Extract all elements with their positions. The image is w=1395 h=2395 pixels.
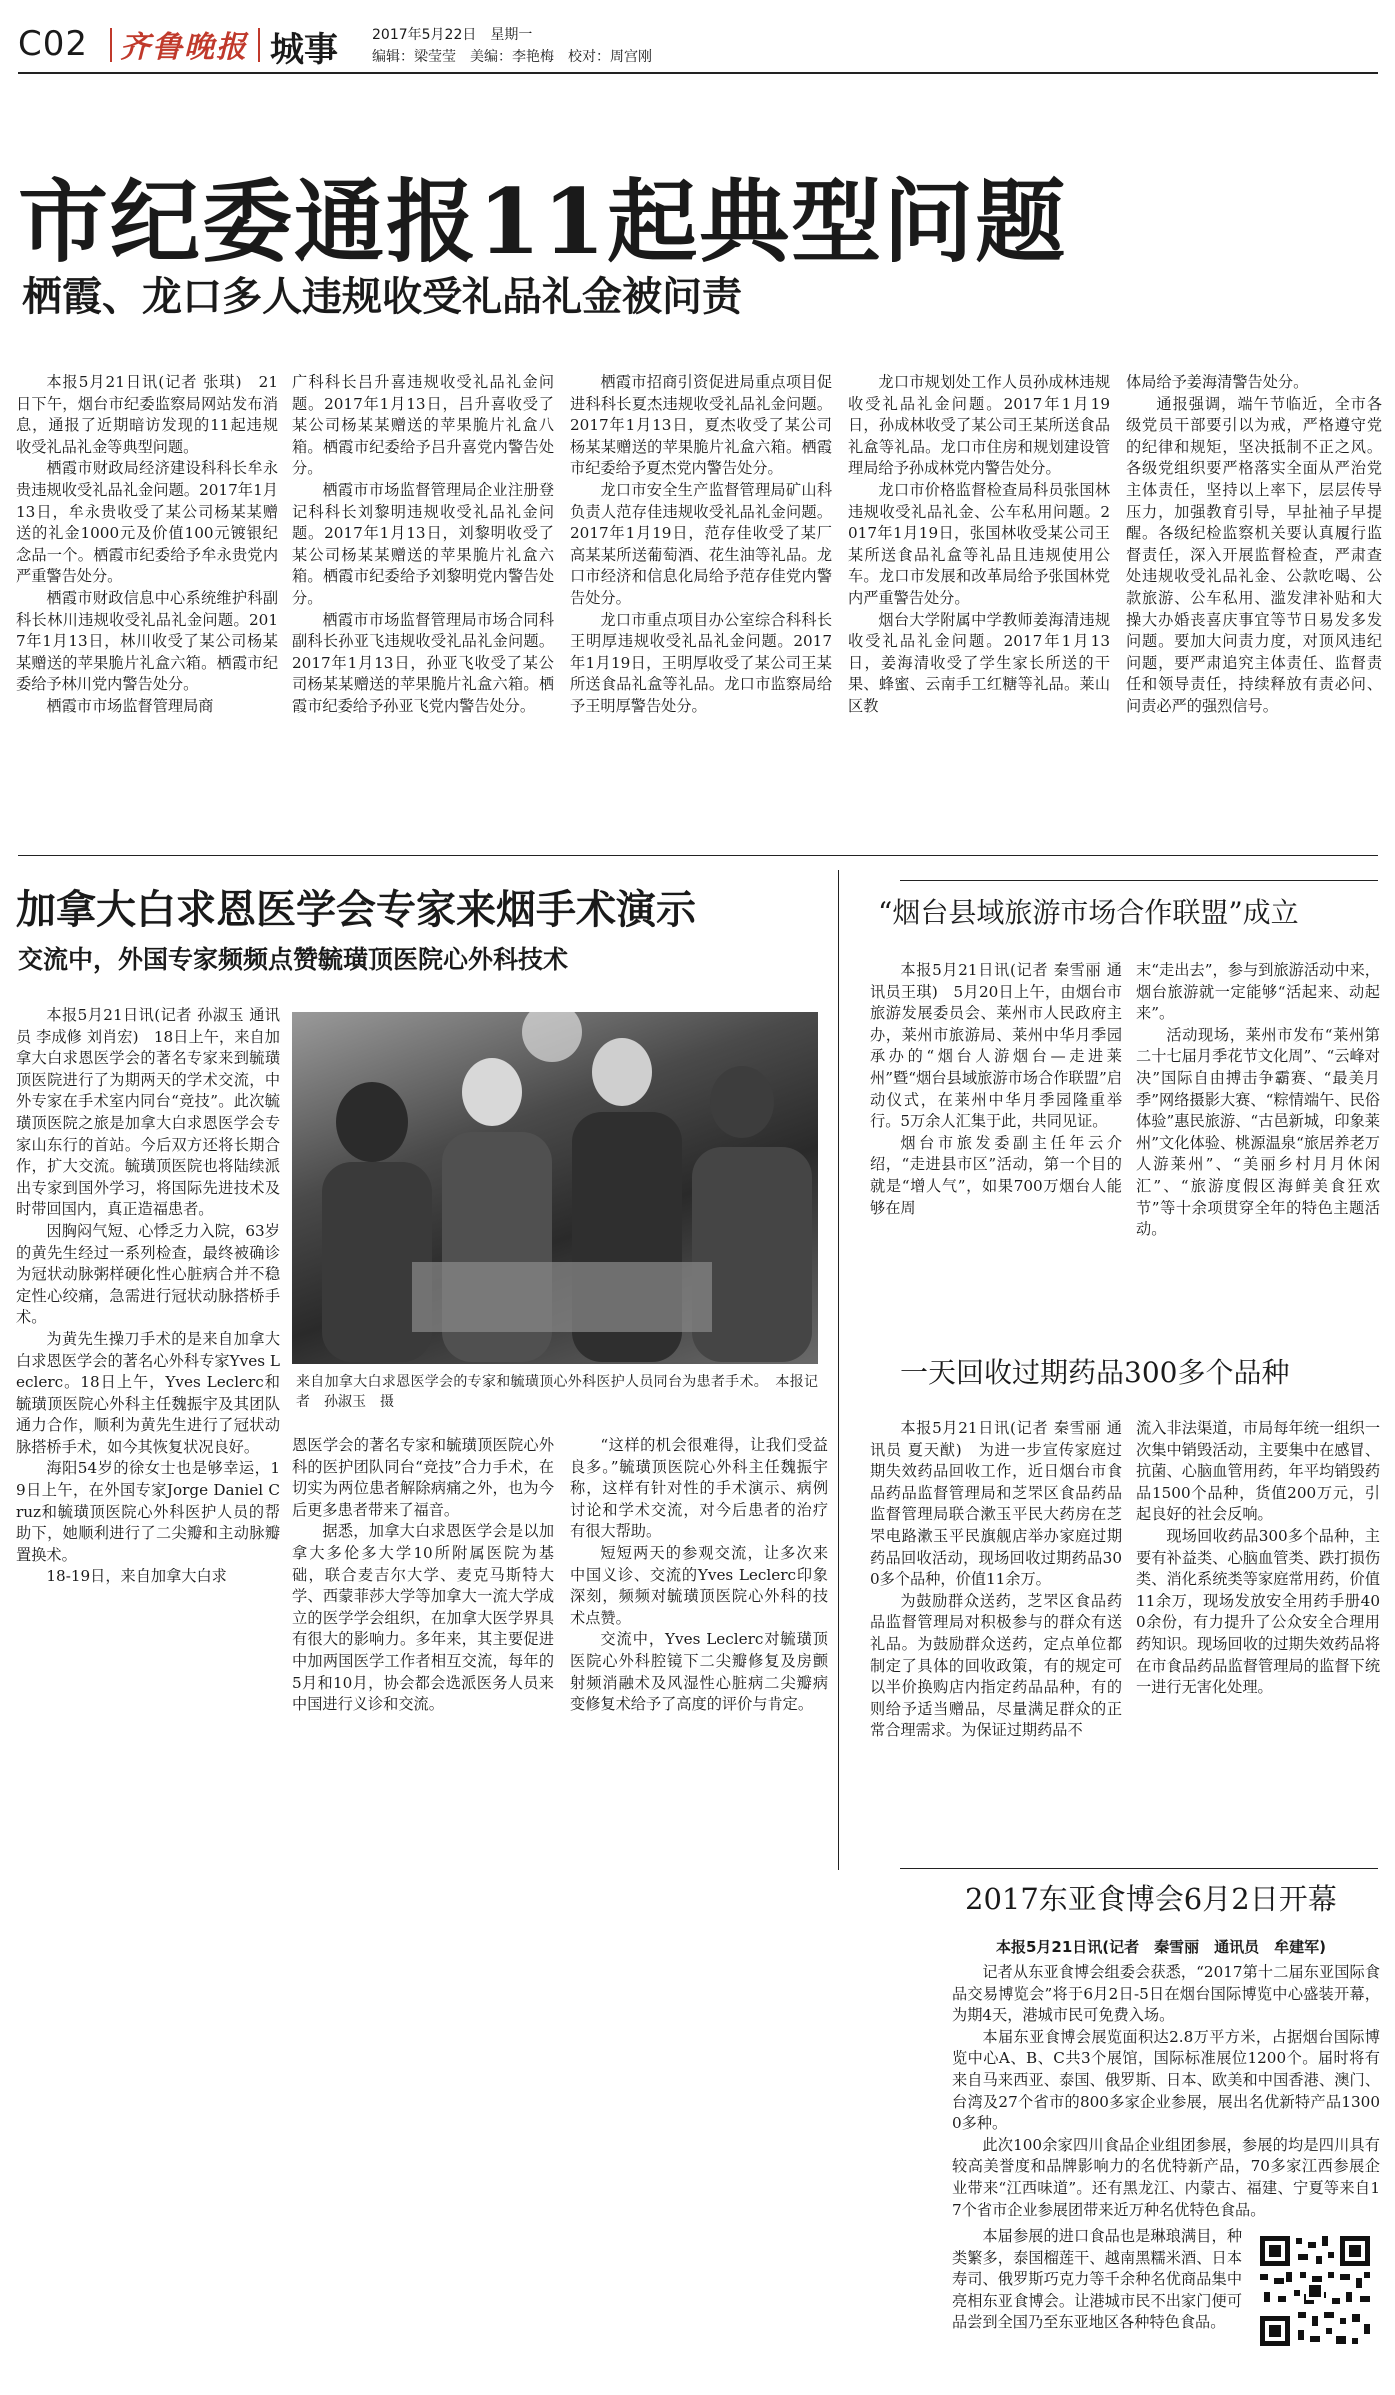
food-headline: 2017东亚食博会6月2日开幕 [965,1882,1337,1916]
surgery-photo-caption: 来自加拿大白求恩医学会的专家和毓璜顶心外科医护人员同台为患者手术。 本报记者 孙淑玉 摄 [296,1374,818,1410]
lead-col-1: 本报5月21日讯(记者 张琪) 21日下午，烟台市纪委监察局网站发布消息，通报了近期暗访发现的11起违规收受礼品礼金等典型问题。 栖霞市财政局经济建设科科长牟永贵违规收受礼品礼金问题。2017年1月13日，牟永贵收受了某公司杨某某赠送的礼金1000元及价值100元镀银纪念品一个。栖霞市纪委给予牟永贵党内严重警告处分。 栖霞市财政信息中心系统维护科副科长林川违规收受礼品礼金问题。2017年1月13日，林川收受了某公司杨某某赠送的苹果脆片礼盒六箱。栖霞市纪委给予林川党内警告处分。 栖霞市市场监督管理局商 [16,373,278,715]
surgery-photo [292,1012,818,1364]
surgery-subhead: 交流中，外国专家频频点赞毓璜顶医院心外科技术 [18,945,569,974]
tourism-col-2: 末“走出去”，参与到旅游活动中来，烟台旅游就一定能够“活起来、动起来”。 活动现场，莱州市发布“莱州第二十七届月季花节文化周”、“云峰对决”国际自由搏击争霸赛、“最美月季”网络摄影大赛、“粽情端午、民俗体验”惠民旅游、“古邑新城，印象莱州”文化体验、桃源温泉“旅居养老万人游莱州”、“美丽乡村月月休闲汇”、“旅游度假区海鲜美食狂欢节”等十余项贯穿全年的特色主题活动。 [1136,961,1380,1239]
surgery-col-3: “这样的机会很难得，让我们受益良多。”毓璜顶医院心外科主任魏振宇称，这样有针对性的手术演示、病例讨论和学术交流，对今后患者的治疗有很大帮助。 短短两天的参观交流，让多次来中国义诊、交流的Yves Leclerc印象深刻，频频对毓璜顶医院心外科的技术点赞。 交流中，Yves Leclerc对毓璜顶医院心外科腔镜下二尖瓣修复及房颤射频消融术及风湿性心脏病二尖瓣病变修复术给予了高度的评价与肯定。 [570,1436,828,1714]
surgery-headline: 加拿大白求恩医学会专家来烟手术演示 [16,886,696,933]
masthead-divider-2 [258,28,260,62]
lead-subhead: 栖霞、龙口多人违规收受礼品礼金被问责 [22,274,742,320]
qr-code [1256,2232,1374,2350]
lead-headline: 市纪委通报11起典型问题 [18,169,1068,275]
medicine-col-2: 流入非法渠道，市局每年统一组织一次集中销毁活动，主要集中在感冒、抗菌、心脑血管用药，年平均销毁药品1500个品种，货值200万元，引起良好的社会反响。 现场回收药品300多个品种，主要有补益类、心脑血管类、跌打损伤类、消化系统类等家庭常用药，价值11余万，现场发放安全用药手册400余份，有力提升了公众安全合理用药知识。现场回收的过期失效药品将在市食品药品监督管理局的监督下统一进行无害化处理。 [1136,1419,1380,1697]
qr-code-pattern [1256,2232,1374,2350]
masthead-rule [18,72,1378,74]
food-body-bottom: 本届参展的进口食品也是琳琅满目，种类繁多，泰国榴莲干、越南黑糯米酒、日本寿司、俄罗斯巧克力等千余种名优商品集中亮相东亚食博会。让港城市民不出家门便可品尝到全国乃至东亚地区各种特色食品。 [952,2227,1242,2332]
food-top-rule [900,1868,1378,1869]
tourism-top-rule [900,880,1378,881]
surgery-col-2: 恩医学会的著名专家和毓璜顶医院心外科的医护团队同台“竞技”合力手术，在切实为两位患者解除病痛之外，也为今后更多患者带来了福音。 据悉，加拿大白求恩医学会是以加拿大多伦多大学10所附属医院为基础，联合麦吉尔大学、麦克马斯特大学、西蒙菲莎大学等加拿大一流大学成立的医学学会组织，在加拿大医学界具有很大的影响力。多年来，其主要促进中加两国医学工作者相互交流，每年的5月和10月，协会都会选派医务人员来中国进行义诊和交流。 [292,1436,554,1714]
tourism-col-1: 本报5月21日讯(记者 秦雪丽 通讯员王琪) 5月20日上午，由烟台市旅游发展委员会、莱州市人民政府主办，莱州市旅游局、莱州中华月季园承办的“烟台人游烟台—走进莱州”暨“烟台县域旅游市场合作联盟”启动仪式，在莱州中华月季园隆重举行。5万余人汇集于此，共同见证。 烟台市旅发委副主任年云介绍，“走进县市区”活动，第一个目的就是“增人气”，如果700万烟台人能够在周 [870,961,1122,1217]
lead-col-4: 龙口市规划处工作人员孙成林违规收受礼品礼金问题。2017年1月19日，孙成林收受了某公司王某所送食品礼盒等礼品。龙口市住房和规划建设管理局给予孙成林党内警告处分。 龙口市价格监督检查局科员张国林违规收受礼品礼金、公车私用问题。2017年1月19日，张国林收受某公司王某所送食品礼盒等礼品且违规使用公车。龙口市发展和改革局给予张国林党内严重警告处分。 烟台大学附属中学教师姜海清违规收受礼品礼金问题。2017年1月13日，姜海清收受了学生家长所送的干果、蜂蜜、云南手工红糖等礼品。莱山区教 [848,373,1110,715]
food-body-top: 记者从东亚食博会组委会获悉，“2017第十二届东亚国际食品交易博览会”将于6月2日-5日在烟台国际博览中心盛装开幕，为期4天，港城市民可免费入场。 本届东亚食博会展览面积达2.8万平方米，占据烟台国际博览中心A、B、C共3个展馆，国际标准展位1200个。届时将有来自马来西亚、泰国、俄罗斯、日本、欧美和中国香港、澳门、台湾及27个省市的800多家企业参展，展出名优新特产品13000多种。 此次100余家四川食品企业组团参展，参展的均是四川具有较高美誉度和品牌影响力的名优特新产品，70多家江西参展企业带来“江西味道”。还有黑龙江、内蒙古、福建、宁夏等来自17个省市企业参展团带来近万种名优特色食品。 [952,1963,1380,2219]
surgery-right-rule [838,870,839,1870]
paper-logo: 齐鲁晚报 [120,30,248,65]
staff-credits: 编辑：梁莹莹 美编：李艳梅 校对：周宫刚 [372,49,652,65]
issue-date: 2017年5月22日 星期一 [372,27,533,43]
surgery-col-1: 本报5月21日讯(记者 孙淑玉 通讯员 李成修 刘肖宏) 18日上午，来自加拿大白求恩医学会的著名专家来到毓璜顶医院进行了为期两天的学术交流，中外专家在手术室内同台“竞技”。此次毓璜顶医院之旅是加拿大白求恩医学会专家山东行的首站。今后双方还将长期合作，扩大交流。毓璜顶医院也将陆续派出专家到国外学习，将国际先进技术及时带回国内，真正造福患者。 因胸闷气短、心悸乏力入院，63岁的黄先生经过一系列检查，最终被确诊为冠状动脉粥样硬化性心脏病合并不稳定性心绞痛，急需进行冠状动脉搭桥手术。 为黄先生操刀手术的是来自加拿大白求恩医学会的著名心外科专家Yves Leclerc。18日上午，Yves Leclerc和毓璜顶医院心外科主任魏振宇及其团队通力合作，顺利为黄先生进行了冠状动脉搭桥手术，如今其恢复状况良好。 海阳54岁的徐女士也是够幸运，19日上午，在外国专家Jorge Daniel Cruz和毓璜顶医院心外科医护人员的帮助下，她顺利进行了二尖瓣和主动脉瓣置换术。 18-19日，来自加拿大白求 [16,1006,280,1586]
section-name: 城事 [270,30,338,70]
surgery-photo-figures [292,1012,818,1364]
food-byline: 本报5月21日讯(记者 秦雪丽 通讯员 牟建军) [996,1938,1327,1956]
lead-col-3: 栖霞市招商引资促进局重点项目促进科科长夏杰违规收受礼品礼金问题。2017年1月13日，夏杰收受了某公司杨某某赠送的苹果脆片礼盒六箱。栖霞市纪委给予夏杰党内警告处分。 龙口市安全生产监督管理局矿山科负责人范存佳违规收受礼品礼金问题。2017年1月19日，范存佳收受了某厂高某某所送葡萄酒、花生油等礼品。龙口市经济和信息化局给予范存佳党内警告处分。 龙口市重点项目办公室综合科科长王明厚违规收受礼品礼金问题。2017年1月19日，王明厚收受了某公司王某所送食品礼盒等礼品。龙口市监察局给予王明厚警告处分。 [570,373,832,715]
tourism-headline: “烟台县域旅游市场合作联盟”成立 [878,896,1299,929]
lead-bottom-rule [18,855,1378,856]
lead-col-2: 广科科长吕升喜违规收受礼品礼金问题。2017年1月13日，吕升喜收受了某公司杨某某赠送的苹果脆片礼盒八箱。栖霞市纪委给予吕升喜党内警告处分。 栖霞市市场监督管理局企业注册登记科科长刘黎明违规收受礼品礼金问题。2017年1月13日，刘黎明收受了某公司杨某某赠送的苹果脆片礼盒六箱。栖霞市纪委给予刘黎明党内警告处分。 栖霞市市场监督管理局市场合同科副科长孙亚飞违规收受礼品礼金问题。2017年1月13日，孙亚飞收受了某公司杨某某赠送的苹果脆片礼盒六箱。栖霞市纪委给予孙亚飞党内警告处分。 [292,373,554,715]
page-number: C02 [18,24,89,64]
masthead [0,0,1395,72]
masthead-divider [110,28,112,62]
medicine-headline: 一天回收过期药品300多个品种 [900,1356,1290,1389]
medicine-col-1: 本报5月21日讯(记者 秦雪丽 通讯员 夏天猷) 为进一步宣传家庭过期失效药品回收工作，近日烟台市食品药品监督管理局和芝罘区食品药品监督管理局联合漱玉平民大药房在芝罘电路漱玉平民旗舰店举办家庭过期药品回收活动，现场回收过期药品300多个品种，价值11余万。 为鼓励群众送药，芝罘区食品药品监督管理局对积极参与的群众有送礼品。为鼓励群众送药，定点单位都制定了具体的回收政策，有的规定可以半价换购店内指定药品品种，有的则给予适当赠品，尽量满足群众的正常合理需求。为保证过期药品不 [870,1419,1122,1740]
lead-col-5: 体局给予姜海清警告处分。 通报强调，端午节临近，全市各级党员干部要引以为戒，严格遵守党的纪律和规矩，坚决抵制不正之风。各级党组织要严格落实全面从严治党主体责任，坚持以上率下，层层传导压力，加强教育引导，早扯袖子早提醒。各级纪检监察机关要认真履行监督责任，深入开展监督检查，严肃查处违规收受礼品礼金、公款吃喝、公款旅游、公车私用、滥发津补贴和大操大办婚丧喜庆事宜等节日易发多发问题。要加大问责力度，对顶风违纪问题，要严肃追究主体责任、监督责任和领导责任，持续释放有责必问、问责必严的强烈信号。 [1126,373,1382,715]
